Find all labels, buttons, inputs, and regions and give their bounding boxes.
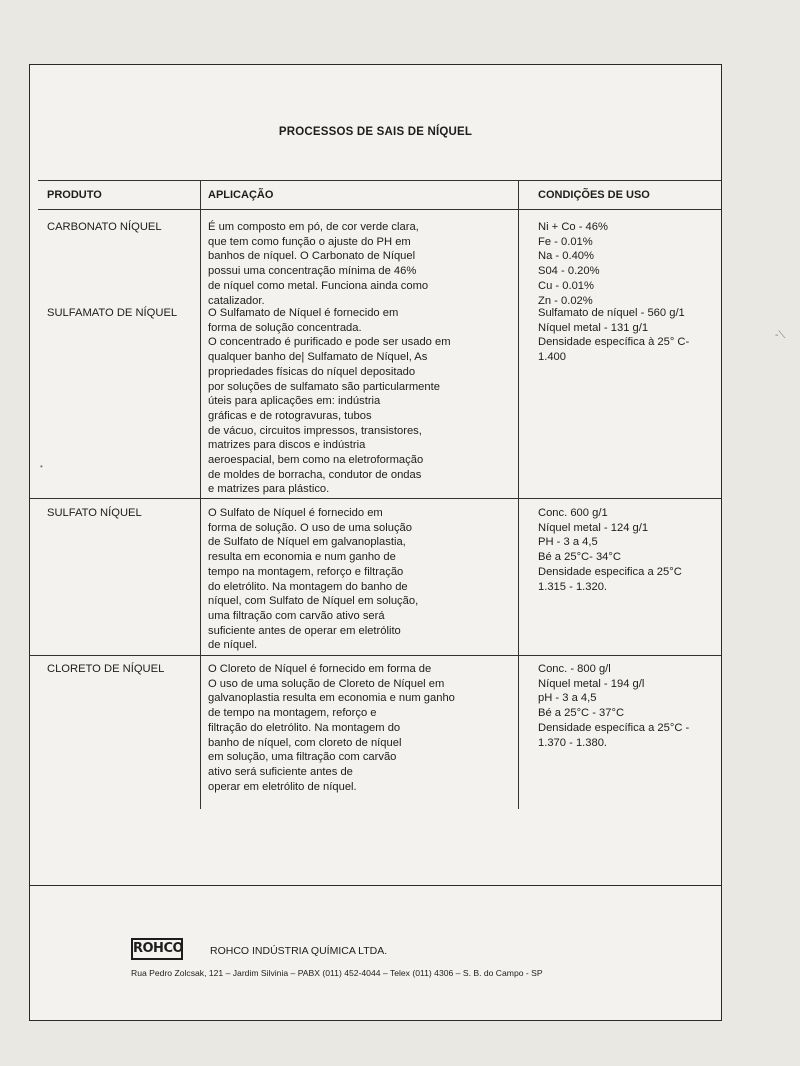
document-page (29, 64, 722, 1021)
header-bottom-rule (38, 209, 721, 210)
product-sulfato: SULFATO NÍQUEL (47, 507, 142, 519)
product-cloreto: CLORETO DE NÍQUEL (47, 663, 165, 675)
conditions-sulfamato: Sulfamato de níquel - 560 g/1 Níquel metal - 131 g/1 Densidade específica à 25° C- 1.400 (538, 307, 690, 364)
column-divider-1 (200, 180, 201, 809)
rohco-logo: ROHCO (131, 938, 183, 960)
application-cloreto: O Cloreto de Níquel é fornecido em forma de O uso de uma solução de Cloreto de Níquel em galvanoplastia resulta em economia e num ganho de tempo na montagem, reforço e filtração do eletrólito. Na montagem do banho de níquel, com cloreto de níquel em solução, uma filtração com carvão ativo será suficiente antes de operar em eletrólito de níquel. (208, 663, 455, 793)
column-header-condicoes: CONDIÇÕES DE USO (538, 189, 650, 201)
conditions-cloreto: Conc. - 800 g/l Níquel metal - 194 g/l pH - 3 a 4,5 Bé a 25°C - 37°C Densidade específica a 25°C - 1.370 - 1.380. (538, 663, 690, 749)
footer-rule (30, 885, 721, 886)
row-rule-3 (30, 655, 721, 656)
company-address: Rua Pedro Zolcsak, 121 – Jardim Silvinia – PABX (011) 452-4044 – Telex (011) 4306 – S. B. do Campo - SP (131, 968, 543, 978)
conditions-sulfato: Conc. 600 g/1 Níquel metal - 124 g/1 PH - 3 a 4,5 Bé a 25°C- 34°C Densidade especifica a 25°C 1.315 - 1.320. (538, 507, 682, 593)
scan-dot: • (40, 462, 43, 471)
document-title: PROCESSOS DE SAIS DE NÍQUEL (278, 126, 473, 138)
column-header-produto: PRODUTO (47, 189, 102, 201)
header-rule (38, 180, 721, 181)
product-sulfamato: SULFAMATO DE NÍQUEL (47, 307, 178, 319)
column-divider-2 (518, 180, 519, 809)
conditions-carbonato: Ni + Co - 46% Fe - 0.01% Na - 0.40% S04 - 0.20% Cu - 0.01% Zn - 0.02% (538, 221, 608, 307)
column-header-aplicacao: APLICAÇÃO (208, 189, 274, 201)
company-name: ROHCO INDÚSTRIA QUÍMICA LTDA. (210, 945, 388, 957)
application-carbonato: É um composto em pó, de cor verde clara, que tem como função o ajuste do PH em banhos de níquel. O Carbonato de Níquel possui uma concentração mínima de 46% de níquel como metal. Funciona ainda como catalizador. (208, 221, 429, 307)
application-sulfato: O Sulfato de Níquel é fornecido em forma de solução. O uso de uma solução de Sulfato de Níquel em galvanoplastia, resulta em economia e num ganho de tempo na montagem, reforço e filtração do eletrólito. Na montagem do banho de níquel, com Sulfato de Níquel em solução, uma filtração com carvão ativo será suficiente antes de operar em eletrólito de níquel. (208, 507, 419, 652)
row-rule-2 (30, 498, 721, 499)
scan-mark: -⟍ (775, 330, 786, 341)
application-sulfamato: O Sulfamato de Níquel é fornecido em forma de solução concentrada. O concentrado é purificado e pode ser usado em qualquer banho de| Sulfamato de Níquel, As propriedades físicas do níquel depositado por soluções de sulfamato são particularmente úteis para aplicações em: indústria gráficas e de rotogravuras, tubos de vácuo, circuitos impressos, transistores, matrizes para discos e indústria aeroespacial, bem como na eletroformação de moldes de borracha, condutor de ondas e matrizes para plástico. (208, 307, 451, 496)
product-carbonato: CARBONATO NÍQUEL (47, 221, 162, 233)
